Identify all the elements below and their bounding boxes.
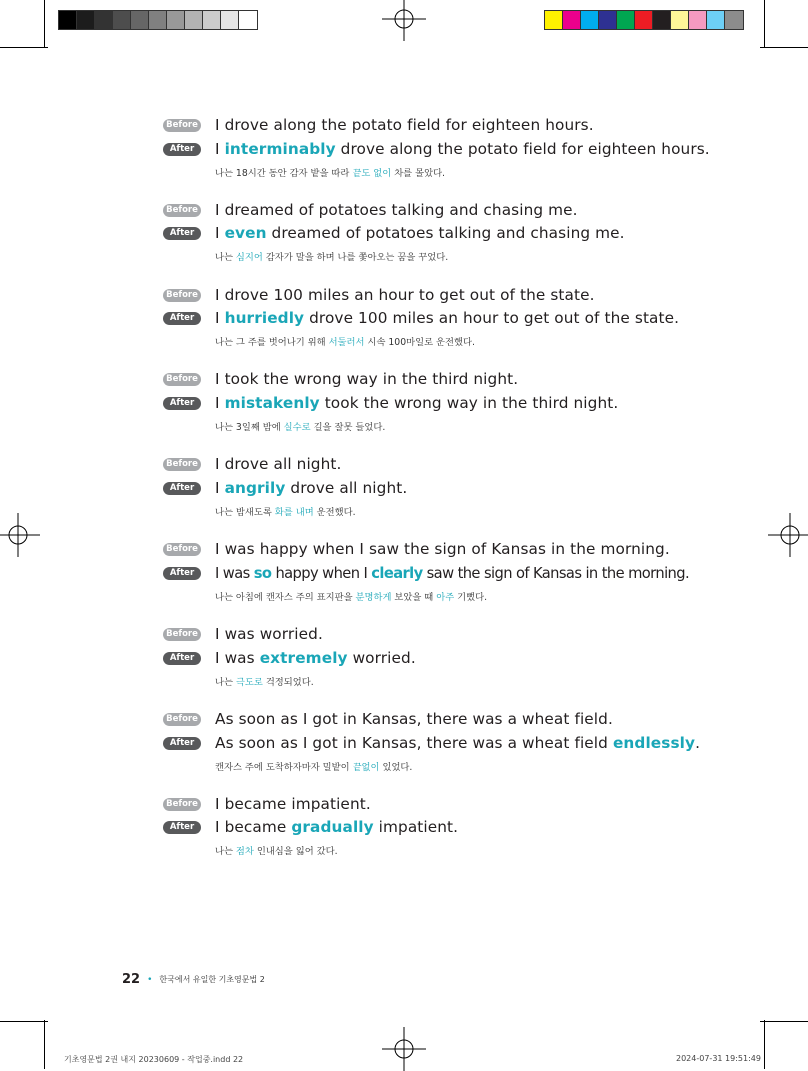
before-sentence: As soon as I got in Kansas, there was a wheat field. [215,710,613,728]
before-sentence: I was worried. [215,625,323,643]
registration-mark-left-icon [0,513,40,557]
after-row [163,392,618,414]
after-badge: After [163,567,201,580]
before-badge: Before [163,119,201,132]
korean-translation: 나는 극도로 걱정되었다. [215,677,314,688]
after-row [163,732,700,754]
adverb-highlight: hurriedly [224,309,305,327]
color-swatch [545,11,563,29]
bullet-icon: • [147,974,153,985]
korean-translation: 나는 아침에 캔자스 주의 표지판을 분명하게 보았을 때 아주 기뻤다. [215,592,488,603]
adverb-highlight: even [224,224,267,242]
before-sentence: I drove all night. [215,455,342,473]
book-title: 한국에서 유일한 기초영문법 2 [159,975,265,984]
before-sentence: I dreamed of potatoes talking and chasing me. [215,201,578,219]
before-badge: Before [163,713,201,726]
adverb-highlight: interminably [224,140,336,158]
before-badge: Before [163,458,201,471]
before-sentence: I drove 100 miles an hour to get out of the state. [215,286,595,304]
color-swatch [113,11,131,29]
after-badge: After [163,821,201,834]
page-footer [122,972,265,987]
color-swatch [95,11,113,29]
after-badge: After [163,652,201,665]
before-row [163,793,371,815]
adverb-highlight: clearly [371,564,423,582]
after-sentence: I angrily drove all night. [215,479,408,497]
color-swatch [563,11,581,29]
after-sentence: I was so happy when I clearly saw the sign of Kansas in the morning. [215,564,690,582]
color-swatch [203,11,221,29]
korean-translation: 나는 심지어 감자가 말을 하며 나를 쫓아오는 꿈을 꾸었다. [215,252,449,263]
after-row [163,816,458,838]
color-swatch [581,11,599,29]
after-sentence: I became gradually impatient. [215,818,459,836]
after-row [163,562,689,584]
color-swatch [239,11,257,29]
after-badge: After [163,312,201,325]
color-swatch [617,11,635,29]
registration-mark-right-icon [768,513,808,557]
before-badge: Before [163,289,201,302]
before-badge: Before [163,373,201,386]
color-swatch [689,11,707,29]
after-badge: After [163,482,201,495]
color-swatch [167,11,185,29]
color-swatch [185,11,203,29]
after-badge: After [163,227,201,240]
after-row [163,222,625,244]
before-row [163,368,518,390]
before-badge: Before [163,543,201,556]
after-badge: After [163,143,201,156]
color-swatch [77,11,95,29]
adverb-highlight: extremely [259,649,348,667]
after-sentence: I was extremely worried. [215,649,416,667]
adverb-highlight: angrily [224,479,286,497]
after-row [163,647,416,669]
after-sentence: I interminably drove along the potato field for eighteen hours. [215,140,710,158]
process-color-bar [544,10,744,30]
after-badge: After [163,397,201,410]
before-sentence: I was happy when I saw the sign of Kansas in the morning. [215,540,670,558]
color-swatch [671,11,689,29]
before-row [163,114,594,136]
before-row [163,199,578,221]
page-number: 22 [122,972,141,987]
gray-color-bar [58,10,258,30]
file-info: 기초영문법 2권 내지 20230609 - 작업중.indd 22 [64,1055,244,1064]
color-swatch [131,11,149,29]
after-row [163,138,710,160]
after-sentence: As soon as I got in Kansas, there was a wheat field endlessly. [215,734,701,752]
color-swatch [149,11,167,29]
korean-translation: 나는 18시간 동안 감자 밭을 따라 끝도 없이 차를 몰았다. [215,168,446,179]
before-sentence: I became impatient. [215,795,371,813]
adverb-highlight: gradually [291,818,374,836]
color-swatch [59,11,77,29]
color-swatch [635,11,653,29]
adverb-highlight: mistakenly [224,394,320,412]
after-badge: After [163,737,201,750]
before-sentence: I took the wrong way in the third night. [215,370,519,388]
korean-translation: 캔자스 주에 도착하자마자 밀밭이 끝없이 있었다. [215,762,413,773]
before-badge: Before [163,798,201,811]
before-badge: Before [163,628,201,641]
korean-translation: 나는 3일째 밤에 실수로 길을 잘못 들었다. [215,422,386,433]
before-row [163,538,670,560]
before-sentence: I drove along the potato field for eighteen hours. [215,116,594,134]
korean-translation: 나는 밤새도록 화를 내며 운전했다. [215,507,356,518]
print-timestamp: 2024-07-31 19:51:49 [676,1054,761,1063]
after-sentence: I even dreamed of potatoes talking and chasing me. [215,224,625,242]
after-sentence: I mistakenly took the wrong way in the third night. [215,394,619,412]
before-row [163,623,323,645]
color-swatch [599,11,617,29]
after-row [163,477,407,499]
adverb-highlight: endlessly [612,734,696,752]
registration-mark-bottom-icon [382,1027,426,1071]
color-swatch [653,11,671,29]
adverb-highlight: so [253,564,272,582]
color-swatch [221,11,239,29]
before-row [163,708,613,730]
before-badge: Before [163,204,201,217]
korean-translation: 나는 점차 인내심을 잃어 갔다. [215,846,338,857]
color-swatch [707,11,725,29]
before-row [163,284,595,306]
color-swatch [725,11,743,29]
korean-translation: 나는 그 주를 벗어나기 위해 서둘러서 시속 100마일로 운전했다. [215,337,475,348]
after-row [163,307,679,329]
before-row [163,453,341,475]
registration-mark-top-icon [382,0,426,41]
after-sentence: I hurriedly drove 100 miles an hour to get out of the state. [215,309,680,327]
